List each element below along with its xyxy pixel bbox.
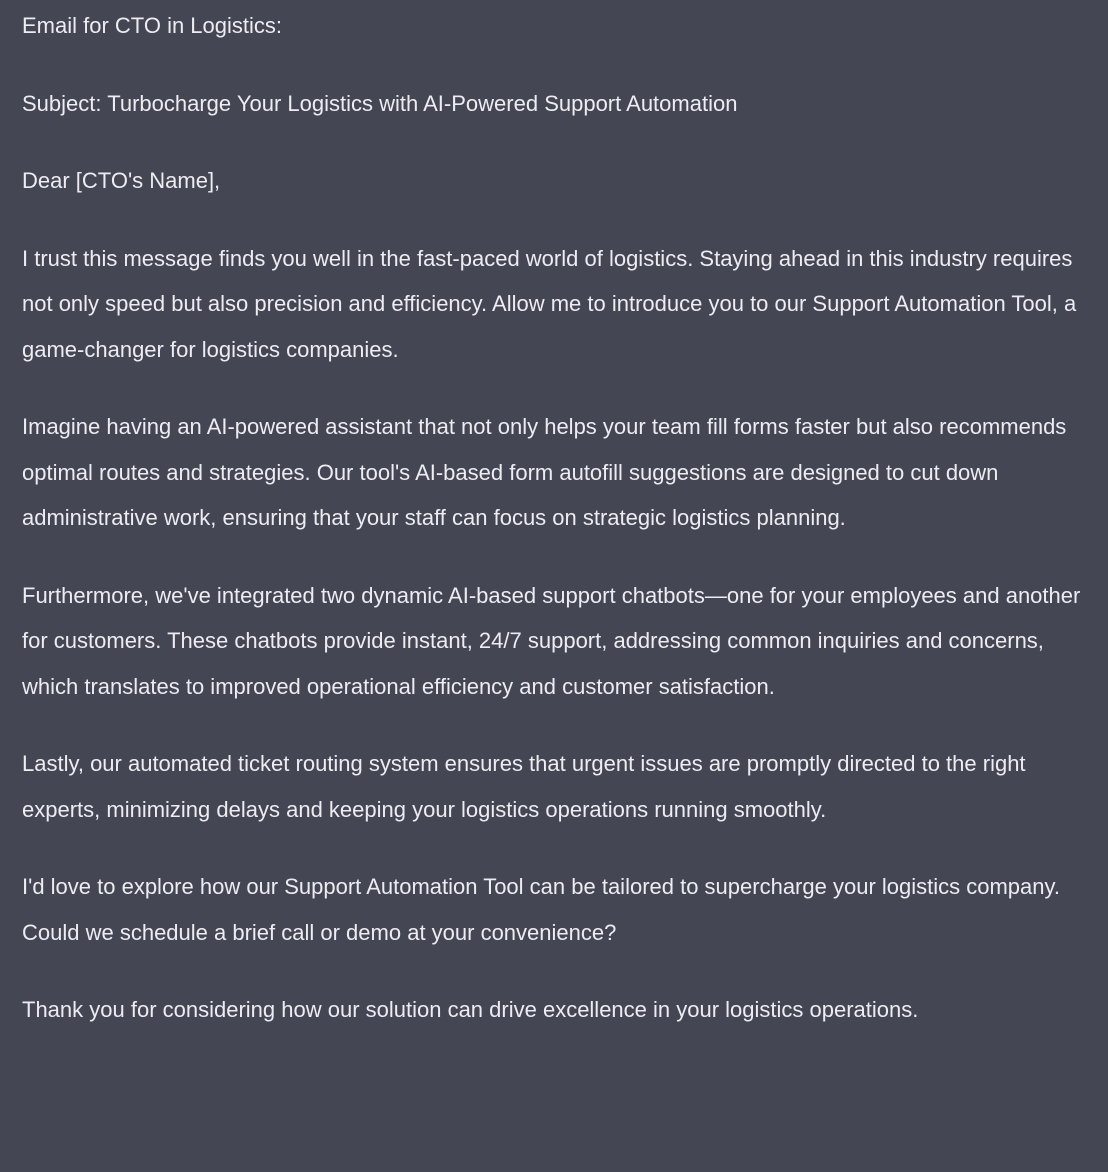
email-greeting: Dear [CTO's Name], — [22, 168, 221, 193]
email-paragraph-routing: Lastly, our automated ticket routing system ensures that urgent issues are promptly directed to the right experts, minimizing delays and keeping your logistics operations running smoothly. — [22, 751, 1026, 822]
email-paragraph-autofill: Imagine having an AI-powered assistant that not only helps your team fill forms faster but also recommends optimal routes and strategies. Our tool's AI-based form autofill suggestions are designed to cut down administrative work, ensuring that your staff can focus on strategic logistics planning. — [22, 414, 1067, 530]
email-paragraph-call-to-action: I'd love to explore how our Support Automation Tool can be tailored to supercharge your logistics company. Could we schedule a brief call or demo at your convenience? — [22, 874, 1060, 945]
email-paragraph-intro: I trust this message finds you well in the fast-paced world of logistics. Staying ahead in this industry requires not only speed but also precision and efficiency. Allow me to introduce you to our Support Automation Tool, a game-changer for logistics companies. — [22, 245, 1077, 362]
email-paragraph-closing: Thank you for considering how our solution can drive excellence in your logistics operations. — [22, 997, 919, 1022]
email-heading: Email for CTO in Logistics: — [22, 13, 283, 38]
email-subject: Subject: Turbocharge Your Logistics with AI-Powered Support Automation — [22, 90, 738, 116]
email-paragraph-chatbots: Furthermore, we've integrated two dynamic AI-based support chatbots—one for your employees and another for customers. These chatbots provide instant, 24/7 support, addressing common inquiries and concerns, which translates to improved operational efficiency and customer satisfaction. — [22, 582, 1081, 699]
